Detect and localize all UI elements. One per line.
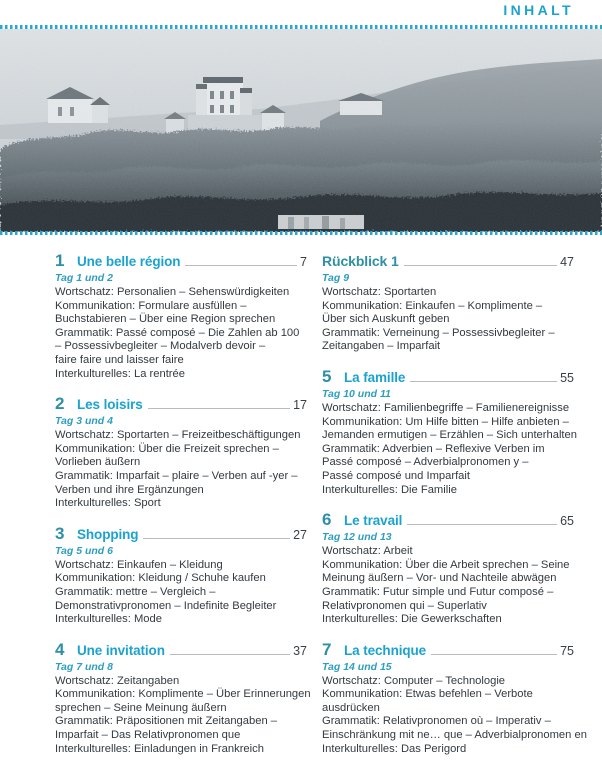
detail-line: Kommunikation: Einkaufen – Komplimente – [322, 299, 543, 312]
chapter-details [322, 286, 574, 354]
chapter-days: Tag 10 und 11 [322, 387, 391, 400]
detail-line: – Possessivbegleiter – Modalverb devoir – [55, 340, 266, 353]
leader-line [170, 648, 290, 655]
chapter-days: Tag 14 und 15 [322, 660, 392, 673]
detail-line: Wortschatz: Sportarten [322, 286, 437, 298]
page-header [0, 0, 602, 27]
toc-entry[interactable] [322, 511, 574, 627]
detail-line: Interkulturelles: Sport [55, 497, 161, 510]
detail-line: Grammatik: Imparfait – plaire – Verben auf -yer – [55, 469, 298, 482]
chapter-days: Tag 9 [322, 272, 350, 284]
page-number[interactable]: 75 [560, 643, 574, 658]
detail-line: Einschränkung mit ne… que – Adverbialpronomen en [322, 729, 587, 742]
toc-column-right [322, 252, 587, 770]
detail-line: Relativpronomen qui – Superlativ [322, 599, 487, 612]
chapter-days: Tag 7 und 8 [55, 660, 113, 673]
leader-line [431, 648, 557, 655]
chapter-title[interactable]: Shopping [77, 526, 139, 542]
chapter-number: 7 [322, 639, 332, 659]
leader-line [148, 402, 290, 409]
page-number[interactable]: 55 [560, 370, 574, 385]
detail-line: Kommunikation: Kleidung / Schuhe kaufen [55, 572, 266, 585]
detail-line: Wortschatz: Zeitangaben [55, 674, 180, 687]
detail-line: Wortschatz: Sportarten – Freizeitbeschäftigungen [55, 429, 301, 442]
chapter-number: 5 [322, 366, 332, 386]
detail-line: Über sich Auskunft geben [322, 313, 450, 326]
detail-line: Interkulturelles: Die Gewerkschaften [322, 613, 502, 626]
chapter-days: Tag 12 und 13 [322, 531, 392, 544]
toc-entry-header [55, 395, 307, 414]
chapter-days: Tag 5 und 6 [55, 544, 113, 557]
chapter-number: 1 [55, 251, 65, 270]
chapter-title[interactable]: La famille [344, 369, 406, 385]
toc-entry-header [55, 252, 307, 271]
detail-line: Kommunikation: Etwas befehlen – Verbote [322, 688, 533, 701]
detail-line: Zeitangaben – Imparfait [322, 340, 441, 353]
detail-line: ausdrücken [322, 701, 380, 714]
detail-line: Imparfait – Das Relativpronomen que [55, 729, 241, 742]
chapter-details [55, 674, 311, 757]
detail-line: Interkulturelles: La rentrée [55, 367, 185, 380]
toc-entry[interactable] [55, 395, 307, 511]
chapter-details [55, 559, 307, 627]
chapter-details [322, 401, 577, 497]
toc-entry-header [322, 641, 574, 660]
chapter-number: 4 [55, 639, 65, 659]
detail-line: Verben und ihre Ergänzungen [55, 483, 204, 496]
chapter-title[interactable]: Le travail [344, 513, 403, 529]
detail-line: Kommunikation: Komplimente – Über Erinnerungen [55, 688, 311, 701]
toc-entry-header [322, 252, 574, 271]
page-number[interactable]: 27 [293, 527, 307, 542]
chapter-details [322, 545, 574, 627]
detail-line: Wortschatz: Familienbegriffe – Familienereignisse [322, 401, 570, 414]
detail-line: Kommunikation: Um Hilfe bitten – Hilfe anbieten – [322, 415, 569, 428]
header-photo [0, 29, 602, 232]
page-number[interactable]: 37 [293, 643, 307, 658]
detail-line: Grammatik: Verneinung – Possessivbegleiter – [322, 326, 555, 339]
detail-line: Interkulturelles: Die Familie [322, 483, 457, 496]
chapter-days: Tag 3 und 4 [55, 415, 113, 428]
detail-line: Kommunikation: Über die Freizeit sprechen – [55, 442, 279, 455]
toc-column-left [55, 251, 311, 770]
detail-line: sprechen – Seine Meinung äußern [55, 701, 227, 714]
photo-grain [0, 29, 602, 232]
chapter-number: 6 [322, 510, 332, 530]
chapter-details [55, 429, 307, 511]
toc-entry[interactable] [55, 639, 311, 757]
detail-line: Kommunikation: Formulare ausfüllen – [55, 299, 247, 312]
detail-line: Demonstrativpronomen – Indefinite Begleiter [55, 599, 277, 612]
toc-entry-header [322, 511, 574, 530]
detail-line: Passé composé – Adverbialpronomen y – [322, 456, 529, 469]
leader-line [407, 518, 557, 525]
detail-line: Wortschatz: Arbeit [322, 545, 413, 558]
detail-line: Wortschatz: Computer – Technologie [322, 674, 506, 687]
chapter-title[interactable]: Une invitation [77, 642, 165, 658]
page-title: INHALT [503, 2, 574, 18]
detail-line: Interkulturelles: Das Perigord [322, 742, 467, 755]
leader-line [404, 259, 557, 266]
page-number[interactable]: 65 [560, 514, 574, 529]
toc-entry[interactable] [322, 252, 574, 354]
toc-entry[interactable] [55, 525, 307, 627]
detail-line: Grammatik: Präpositionen mit Zeitangaben – [55, 715, 277, 728]
page-number[interactable]: 17 [293, 398, 307, 413]
toc-entry-header [322, 368, 574, 387]
chapter-title[interactable]: Les loisirs [77, 397, 143, 413]
leader-line [143, 532, 290, 539]
detail-line: faire faire und laisser faire [55, 353, 184, 366]
chapter-title[interactable]: Une belle région [77, 254, 181, 269]
leader-line [410, 375, 557, 382]
detail-line: Kommunikation: Über die Arbeit sprechen – Seine [322, 558, 570, 571]
toc-entry[interactable] [55, 252, 307, 381]
page-number[interactable]: 47 [560, 255, 574, 269]
chapter-days: Tag 1 und 2 [55, 272, 113, 284]
detail-line: Vorlieben äußern [55, 456, 141, 469]
toc-columns [0, 251, 602, 755]
leader-line [185, 259, 297, 266]
chapter-details [55, 286, 307, 381]
detail-line: Jemanden ermutigen – Erzählen – Sich unterhalten [322, 429, 577, 442]
toc-entry[interactable] [322, 366, 577, 497]
toc-entry-header [55, 641, 307, 660]
chapter-number: 3 [55, 523, 65, 543]
detail-line: Wortschatz: Einkaufen – Kleidung [55, 558, 223, 571]
toc-entry-header [55, 525, 307, 544]
page-number[interactable]: 7 [300, 255, 307, 269]
detail-line: Grammatik: Relativpronomen où – Imperativ – [322, 715, 551, 728]
dotted-rule-bottom [0, 231, 602, 235]
photo-illustration [0, 29, 602, 232]
chapter-details [322, 674, 587, 757]
detail-line: Grammatik: Futur simple und Futur composé – [322, 585, 554, 598]
detail-line: Grammatik: mettre – Vergleich – [55, 585, 216, 598]
chapter-title[interactable]: La technique [344, 642, 427, 658]
chapter-number: 2 [55, 394, 65, 414]
detail-line: Meinung äußern – Vor- und Nachteile abwägen [322, 572, 557, 585]
detail-line: Grammatik: Passé composé – Die Zahlen ab 100 [55, 326, 300, 339]
detail-line: Wortschatz: Personalien – Sehenswürdigkeiten [55, 286, 290, 298]
detail-line: Interkulturelles: Mode [55, 613, 162, 626]
detail-line: Passé composé und Imparfait [322, 469, 470, 482]
chapter-title[interactable]: Rückblick 1 [322, 253, 399, 269]
detail-line: Buchstabieren – Über eine Region sprechen [55, 313, 276, 326]
detail-line: Interkulturelles: Einladungen in Frankreich [55, 742, 264, 755]
detail-line: Grammatik: Adverbien – Reflexive Verben im [322, 442, 545, 455]
toc-entry[interactable] [322, 639, 587, 757]
